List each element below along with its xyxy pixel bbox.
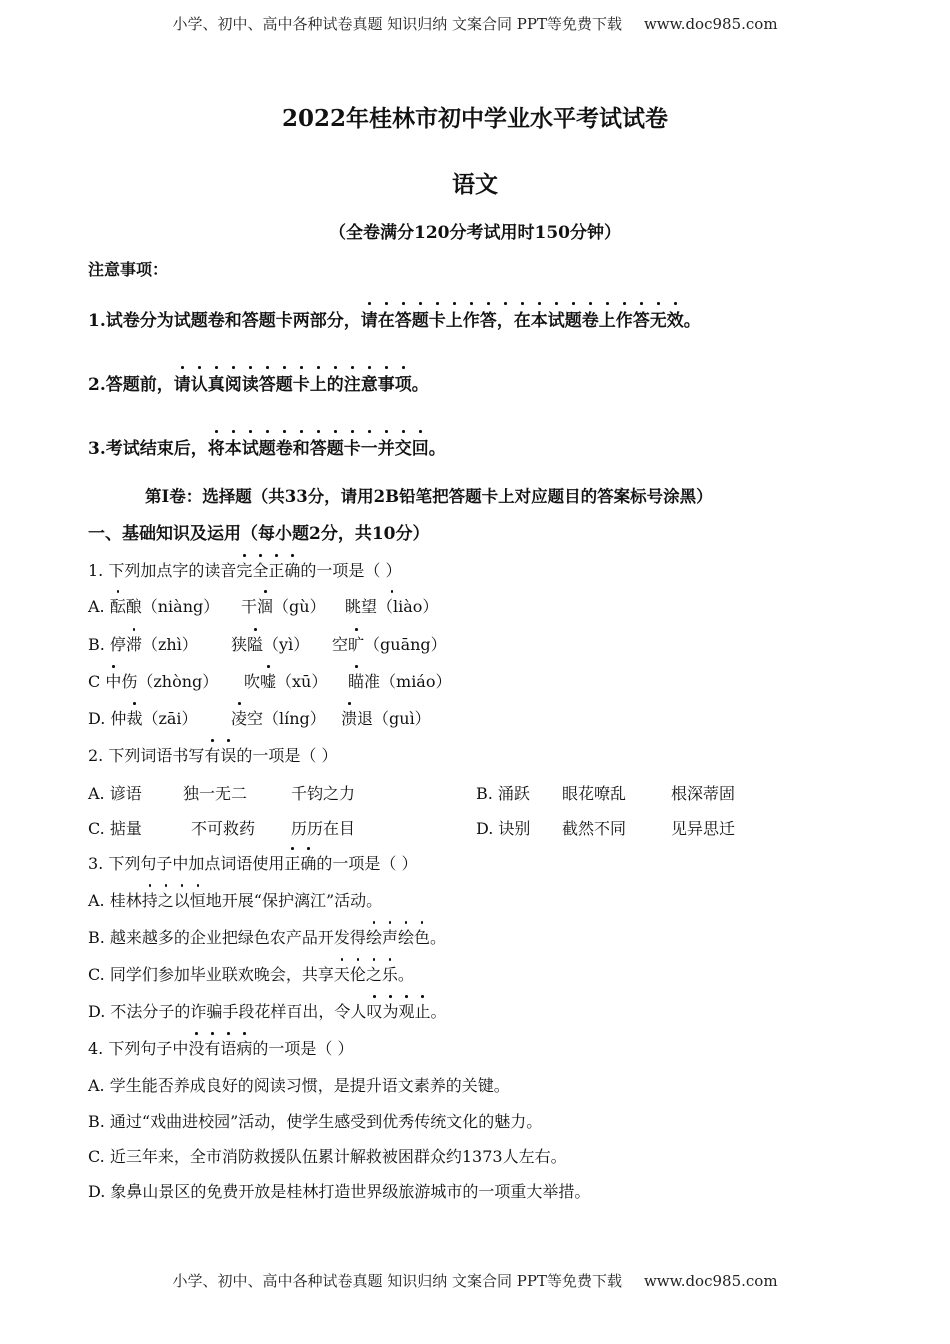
q2-option-a-3: 千钧之力 (291, 784, 356, 803)
q1-option-a: A. 酝酿（niàng） (88, 594, 219, 617)
q1-d3-dotted: 溃 (341, 706, 357, 729)
emphasis-char: 无 (650, 306, 667, 331)
exam-title: 2022年桂林市初中学业水平考试试卷 (281, 105, 668, 132)
emphasis-char: 作 (616, 306, 633, 331)
q2-stem-emph (204, 746, 236, 765)
q4-option-d: D. 象鼻山景区的免费开放是桂林打造世界级旅游城市的一项重大举措。 (88, 1182, 591, 1201)
notice-3 (88, 434, 446, 459)
emphasis-char: 正 (284, 851, 300, 874)
q3-c-emph (334, 965, 398, 984)
emphasis-char: 答 (633, 306, 650, 331)
q4-stem: 4. 下列句子中没有语病的一项是（ ） (88, 1036, 354, 1059)
q1-stem-emph (236, 561, 300, 580)
q3-d-emph (366, 1002, 430, 1021)
q1-option-a-2: 干涸（gù） (241, 594, 326, 617)
emphasis-char: 本 (225, 434, 242, 459)
emphasis-char: 没 (188, 1036, 204, 1059)
emphasis-char: 观 (398, 999, 414, 1022)
notice-1 (88, 306, 701, 331)
emphasis-char: 卡 (429, 306, 446, 331)
emphasis-char: 读 (242, 370, 259, 395)
emphasis-char: 试 (548, 306, 565, 331)
emphasis-char: 试 (242, 434, 259, 459)
emphasis-char: 声 (382, 925, 398, 948)
q2-option-d-3: 见异思迁 (671, 819, 736, 838)
emphasis-char: 卷 (276, 434, 293, 459)
emphasis-char: 确 (284, 558, 300, 581)
page-footer (0, 1270, 950, 1291)
emphasis-char: ， (497, 306, 514, 331)
emphasis-char: 作 (463, 306, 480, 331)
header-text: 小学、初中、高中各种试卷真题 知识归纳 文案合同 PPT等免费下载 (172, 15, 622, 33)
q1-option-c-3: 瞄准（miáo） (348, 669, 451, 692)
emphasis-char: 上 (599, 306, 616, 331)
q3-option-b: B. 越来越多的企业把绿色农产品开发得绘声绘色。 (88, 925, 446, 948)
q2-option-c-2: 不可救药 (191, 819, 256, 838)
notice-heading: 注意事项： (88, 260, 169, 279)
emphasis-char: 请 (361, 306, 378, 331)
emphasis-char: 病 (236, 1036, 252, 1059)
q1-stem-a: 1. 下列加点字的读音 (88, 561, 237, 580)
q2-option-c-3: 历历在目 (291, 819, 356, 838)
q1-c-dotted: 中 (105, 669, 121, 692)
q1-option-d-3: 溃退（guì） (341, 706, 431, 729)
q3-a-emph (142, 891, 206, 910)
q4-option-a: A. 学生能否养成良好的阅读习惯，是提升语文素养的关键。 (88, 1076, 510, 1095)
q3-stem-emph (284, 854, 316, 873)
q2-option-b-3: 根深蒂固 (671, 784, 736, 803)
subject-title: 语文 (452, 171, 498, 198)
q1-option-b-3: 空旷（guāng） (332, 632, 447, 655)
q2-option-c-1: C. 掂量 (88, 819, 142, 838)
notice-3-emph (208, 439, 429, 459)
emphasis-char: 真 (208, 370, 225, 395)
emphasis-char: 题 (565, 306, 582, 331)
q3-b-emph (366, 928, 430, 947)
q1-a-dotted: 酝 (110, 594, 126, 617)
emphasis-char: 之 (366, 962, 382, 985)
emphasis-char: 持 (142, 888, 158, 911)
emphasis-char: 答 (310, 434, 327, 459)
emphasis-char: 并 (378, 434, 395, 459)
q2-option-d-1: D. 诀别 (476, 819, 531, 838)
notice-3-a: 3.考试结束后， (88, 439, 208, 459)
q2-stem: 2. 下列词语书写有误的一项是（ ） (88, 743, 337, 766)
notice-2-a: 2.答题前， (88, 375, 174, 395)
emphasis-char: 卡 (293, 370, 310, 395)
emphasis-char: 以 (174, 888, 190, 911)
header-site: www.doc985.com (643, 15, 778, 33)
emphasis-char: 全 (252, 558, 268, 581)
q3-option-d: D. 不法分子的诈骗手段花样百出，令人叹为观止。 (88, 999, 447, 1022)
emphasis-char: 绘 (366, 925, 382, 948)
q2-option-a-2: 独一无二 (183, 784, 248, 803)
emphasis-char: 在 (378, 306, 395, 331)
q1-b3-dotted: 旷 (348, 632, 364, 655)
emphasis-char: 之 (158, 888, 174, 911)
emphasis-char: 交 (395, 434, 412, 459)
emphasis-char: 回 (412, 434, 429, 459)
emphasis-char: 认 (191, 370, 208, 395)
emphasis-char: 止 (414, 999, 430, 1022)
page-header (0, 13, 950, 34)
emphasis-char: 正 (268, 558, 284, 581)
emphasis-char: 有 (204, 743, 220, 766)
q1-d2-dotted: 凌 (231, 706, 247, 729)
q4-option-c: C. 近三年来，全市消防救援队伍累计解救被困群众约1373人左右。 (88, 1147, 567, 1166)
emphasis-char: 效 (667, 306, 684, 331)
q1-option-d: D. 仲裁（zāi） (88, 706, 198, 729)
q1-a2-dotted: 涸 (257, 594, 273, 617)
emphasis-char: 答 (480, 306, 497, 331)
emphasis-char: 语 (220, 1036, 236, 1059)
q1-option-b: B. 停滞（zhì） (88, 632, 198, 655)
emphasis-char: 题 (276, 370, 293, 395)
q3-option-c: C. 同学们参加毕业联欢晚会，共享天伦之乐。 (88, 962, 414, 985)
emphasis-char: 答 (395, 306, 412, 331)
emphasis-char: 乐 (382, 962, 398, 985)
emphasis-char: 完 (236, 558, 252, 581)
q1-d-dotted: 裁 (126, 706, 142, 729)
notice-2-emph (174, 375, 412, 395)
q2-option-b-2: 眼花嘹乱 (562, 784, 627, 803)
emphasis-char: 确 (300, 851, 316, 874)
q2-option-a-1: A. 谚语 (88, 784, 142, 803)
emphasis-char: 上 (446, 306, 463, 331)
section1-heading: 一、基础知识及运用（每小题2分，共10分） (88, 524, 430, 544)
notice-1-c: 。 (683, 311, 701, 331)
q2-option-d-2: 截然不同 (562, 819, 627, 838)
footer-text: 小学、初中、高中各种试卷真题 知识归纳 文案合同 PPT等免费下载 (172, 1272, 622, 1290)
q4-stem-emph (188, 1039, 252, 1058)
q1-c3-dotted: 瞄 (348, 669, 364, 692)
emphasis-char: 误 (220, 743, 236, 766)
emphasis-char: 有 (204, 1036, 220, 1059)
emphasis-char: 为 (382, 999, 398, 1022)
notice-2-c: 。 (411, 375, 429, 395)
emphasis-char: 卡 (344, 434, 361, 459)
q1-b-dotted: 滞 (126, 632, 142, 655)
emphasis-char: 的 (327, 370, 344, 395)
emphasis-char: 色 (414, 925, 430, 948)
q3-stem: 3. 下列句子中加点词语使用正确的一项是（ ） (88, 851, 417, 874)
q1-option-a-3 (345, 594, 438, 617)
emphasis-char: 伦 (350, 962, 366, 985)
q3-option-a: A. 桂林持之以恒地开展“保护漓江”活动。 (88, 888, 382, 911)
emphasis-char: 在 (514, 306, 531, 331)
emphasis-char: 一 (361, 434, 378, 459)
emphasis-char: 题 (412, 306, 429, 331)
emphasis-char: 和 (293, 434, 310, 459)
emphasis-char: 卷 (582, 306, 599, 331)
q1-option-c: C 中伤（zhòng） (88, 669, 218, 692)
footer-site: www.doc985.com (643, 1272, 778, 1290)
q2-option-b-1: B. 涌跃 (476, 784, 530, 803)
q1-b2-dotted: 隘 (247, 632, 263, 655)
emphasis-char: 注 (344, 370, 361, 395)
emphasis-char: 上 (310, 370, 327, 395)
emphasis-char: 天 (334, 962, 350, 985)
emphasis-char: 恒 (190, 888, 206, 911)
emphasis-char: 叹 (366, 999, 382, 1022)
emphasis-char: 绘 (398, 925, 414, 948)
emphasis-char: 阅 (225, 370, 242, 395)
emphasis-char: 本 (531, 306, 548, 331)
q1-option-b-2: 狭隘（yì） (231, 632, 309, 655)
q1-c2-dotted: 嘘 (260, 669, 276, 692)
q1-option-c-2: 吹嘘（xū） (244, 669, 327, 692)
emphasis-char: 意 (361, 370, 378, 395)
emphasis-char: 事 (378, 370, 395, 395)
q1-a3-dotted: 眺望（liào） (345, 594, 438, 617)
q1-stem (88, 558, 402, 581)
emphasis-char: 题 (327, 434, 344, 459)
q1-option-d-2: 凌空（líng） (231, 706, 326, 729)
exam-info: （全卷满分120分考试用时150分钟） (329, 223, 621, 243)
notice-1-emph (361, 311, 684, 331)
notice-3-c: 。 (428, 439, 446, 459)
q4-option-b: B. 通过“戏曲进校园”活动，使学生感受到优秀传统文化的魅力。 (88, 1112, 543, 1131)
notice-2 (88, 370, 429, 395)
emphasis-char: 答 (259, 370, 276, 395)
notice-1-a: 1.试卷分为试题卷和答题卡两部分， (88, 311, 361, 331)
part1-heading: 第Ⅰ卷：选择题（共33分，请用2B铅笔把答题卡上对应题目的答案标号涂黑） (145, 487, 713, 506)
emphasis-char: 题 (259, 434, 276, 459)
emphasis-char: 请 (174, 370, 191, 395)
q1-stem-c: 的一项是（ ） (300, 561, 402, 580)
emphasis-char: 项 (395, 370, 412, 395)
emphasis-char: 将 (208, 434, 225, 459)
